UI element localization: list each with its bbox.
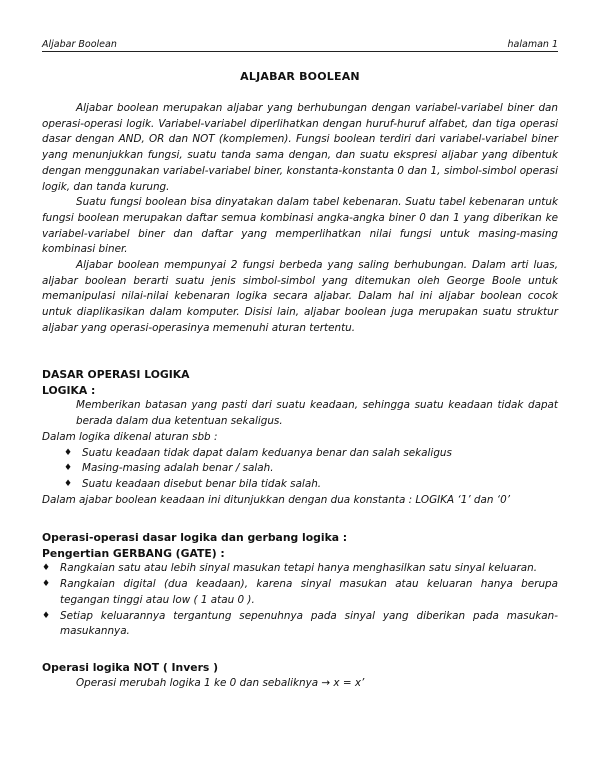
page-header — [42, 36, 558, 52]
page-number: halaman 1 — [507, 39, 558, 50]
gate-text: Rangkaian satu atau lebih sinyal masukan tetapi hanya menghasilkan satu sinyal keluaran. — [60, 562, 538, 575]
dasar-section — [42, 367, 558, 508]
rule-item — [42, 477, 558, 493]
gate-item — [42, 561, 558, 577]
header-title: Aljabar Boolean — [42, 39, 117, 50]
subheading-gate: Pengertian GERBANG (GATE) : — [42, 546, 225, 560]
gate-text: Rangkaian digital (dua keadaan), karena sinyal masukan atau keluaran hanya berupa tegangan tinggi atau low ( 1 atau 0 ). — [60, 578, 558, 606]
section-heading-gerbang: Operasi-operasi dasar logika dan gerbang logika : — [42, 531, 348, 544]
rule-text: Suatu keadaan tidak dapat dalam keduanya benar dan salah sekaligus — [82, 446, 452, 459]
rule-text: Masing-masing adalah benar / salah. — [82, 462, 274, 475]
rule-text: Suatu keadaan disebut benar bila tidak salah. — [82, 477, 322, 490]
section-heading-dasar: DASAR OPERASI LOGIKA — [42, 368, 190, 381]
diamond-bullet-icon: ♦ — [64, 478, 73, 489]
not-section — [42, 660, 558, 691]
diamond-bullet-icon: ♦ — [42, 563, 51, 574]
intro-section — [42, 101, 558, 337]
rule-item — [42, 461, 558, 477]
document-title: ALJABAR BOOLEAN — [240, 70, 360, 83]
intro-paragraph-3: Aljabar boolean mempunyai 2 fungsi berbeda yang saling berhubungan. Dalam arti luas, aljabar boolean berarti suatu jenis simbol-simbol yang ditemukan oleh George Boole untuk memanipulasi nilai-nilai kebenaran logika secara aljabar. Dalam hal ini aljabar boolean cocok untuk diaplikasikan dalam komputer. Disisi lain, aljabar boolean juga merupakan suatu struktur aljabar yang operasi-operasinya memenuhi aturan tertentu. — [42, 259, 558, 334]
rule-item — [42, 446, 558, 462]
diamond-bullet-icon: ♦ — [64, 463, 73, 474]
gate-item — [42, 577, 558, 608]
rules-intro: Dalam logika dikenal aturan sbb : — [42, 430, 218, 443]
logic-constants-sentence: Dalam ajabar boolean keadaan ini ditunjukkan dengan dua konstanta : LOGIKA ‘1’ dan ‘0’ — [42, 493, 510, 506]
gate-item — [42, 609, 558, 640]
diamond-bullet-icon: ♦ — [42, 579, 51, 590]
diamond-bullet-icon: ♦ — [42, 610, 51, 621]
intro-paragraph-1: Aljabar boolean merupakan aljabar yang berhubungan dengan variabel-variabel biner dan operasi-operasi logik. Variabel-variabel diperlihatkan dengan huruf-huruf alfabet, dan tiga operasi dasar dengan AND, OR dan NOT (komplemen). Fungsi boolean terdiri dari variabel-variabel biner yang menunjukkan fungsi, suatu tanda sama dengan, dan suatu ekspresi aljabar yang dibentuk dengan menggunakan variabel-variabel biner, konstanta-konstanta 0 dan 1, simbol-simbol operasi logik, dan tanda kurung. — [42, 102, 558, 193]
diamond-bullet-icon: ♦ — [64, 447, 73, 458]
not-description: Operasi merubah logika 1 ke 0 dan sebaliknya → x = x’ — [76, 676, 365, 689]
intro-paragraph-2: Suatu fungsi boolean bisa dinyatakan dalam tabel kebenaran. Suatu tabel kebenaran untuk fungsi boolean merupakan daftar semua kombinasi angka-angka biner 0 dan 1 yang diberikan ke variabel-variabel biner dan daftar yang memperlihatkan nilai fungsi untuk masing-masing kombinasi biner. — [42, 196, 558, 256]
subheading-logika: LOGIKA : — [42, 383, 96, 397]
gerbang-section — [42, 530, 558, 640]
section-heading-not: Operasi logika NOT ( Invers ) — [42, 661, 219, 674]
gate-text: Setiap keluarannya tergantung sepenuhnya pada sinyal yang diberikan pada masukan-masukannya. — [60, 609, 558, 638]
logika-description: Memberikan batasan yang pasti dari suatu keadaan, sehingga suatu keadaan tidak dapat berada dalam dua ketentuan sekaligus. — [76, 399, 558, 428]
